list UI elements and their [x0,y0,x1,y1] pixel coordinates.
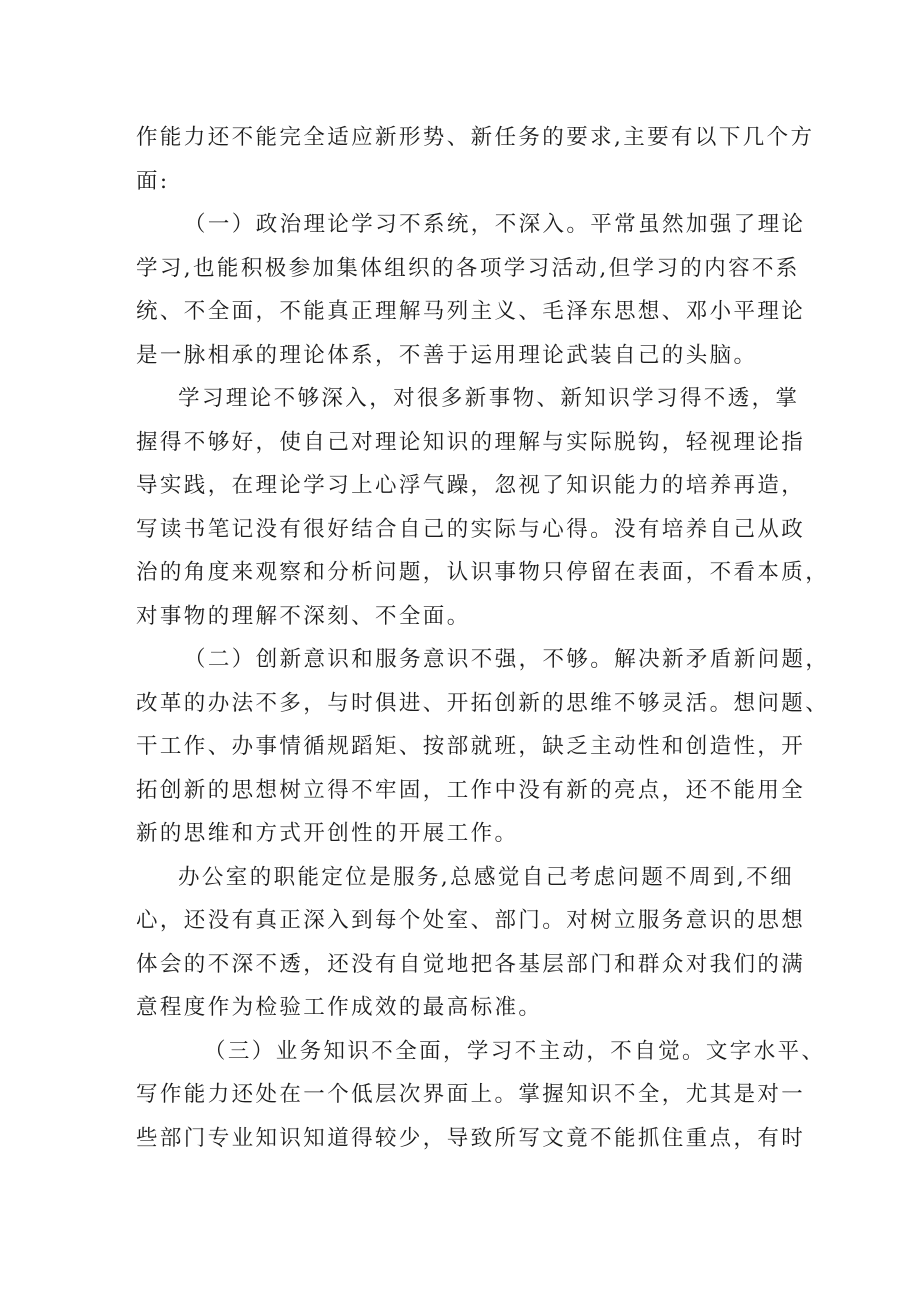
text-line: 意程度作为检验工作成效的最高标准。 [136,995,543,1020]
section-heading-line: （三）业务知识不全面，学习不主动，不自觉。文字水平、 [204,1038,826,1064]
text-line: 是一脉相承的理论体系，不善于运用理论武装自己的头脑。 [136,342,758,368]
text-line: 写读书笔记没有很好结合自己的实际与心得。没有培养自己从政 [136,516,806,542]
text-line: 拓创新的思想树立得不牢固，工作中没有新的亮点，还不能用全 [136,777,806,803]
text-line: 面: [136,168,170,194]
text-line: 握得不够好，使自己对理论知识的理解与实际脱钩，轻视理论指 [136,429,806,455]
paragraph-start-line: 办公室的职能定位是服务,总感觉自己考虑问题不周到,不细 [178,864,794,890]
text-line: 学习,也能积极参加集体组织的各项学习活动,但学习的内容不系 [136,255,800,281]
document-body [136,116,830,1160]
text-line: 对事物的理解不深刻、不全面。 [136,603,471,629]
text-line: 心，还没有真正深入到每个处室、部门。对树立服务意识的思想 [136,908,806,933]
text-line: 作能力还不能完全适应新形势、新任务的要求,主要有以下几个方 [136,125,815,150]
text-line: 些部门专业知识知道得较少，导致所写文竟不能抓住重点，有时 [136,1125,806,1151]
text-line: 统、不全面，不能真正理解马列主义、毛泽东思想、邓小平理论 [136,299,806,324]
text-line: 写作能力还处在一个低层次界面上。掌握知识不全，尤其是对一 [136,1082,806,1107]
text-line: 导实践，在理论学习上心浮气躁，忽视了知识能力的培养再造， [136,473,806,498]
text-line: 干工作、办事情循规蹈矩、按部就班，缺乏主动性和创造性，开 [136,734,806,759]
text-line: 新的思维和方式开创性的开展工作。 [136,821,519,846]
paragraph-start-line: 学习理论不够深入，对很多新事物、新知识学习得不透，掌 [178,386,800,411]
section-heading-line: （二）创新意识和服务意识不强，不够。解决新矛盾新问题， [184,647,830,672]
section-heading-line: （一）政治理论学习不系统，不深入。平常虽然加强了理论 [184,212,806,237]
text-line: 治的角度来观察和分析问题，认识事物只停留在表面，不看本质， [136,560,830,585]
text-line: 体会的不深不透，还没有自觉地把各基层部门和群众对我们的满 [136,951,806,977]
text-line: 改革的办法不多，与时俱进、开拓创新的思维不够灵活。想问题、 [136,690,830,716]
